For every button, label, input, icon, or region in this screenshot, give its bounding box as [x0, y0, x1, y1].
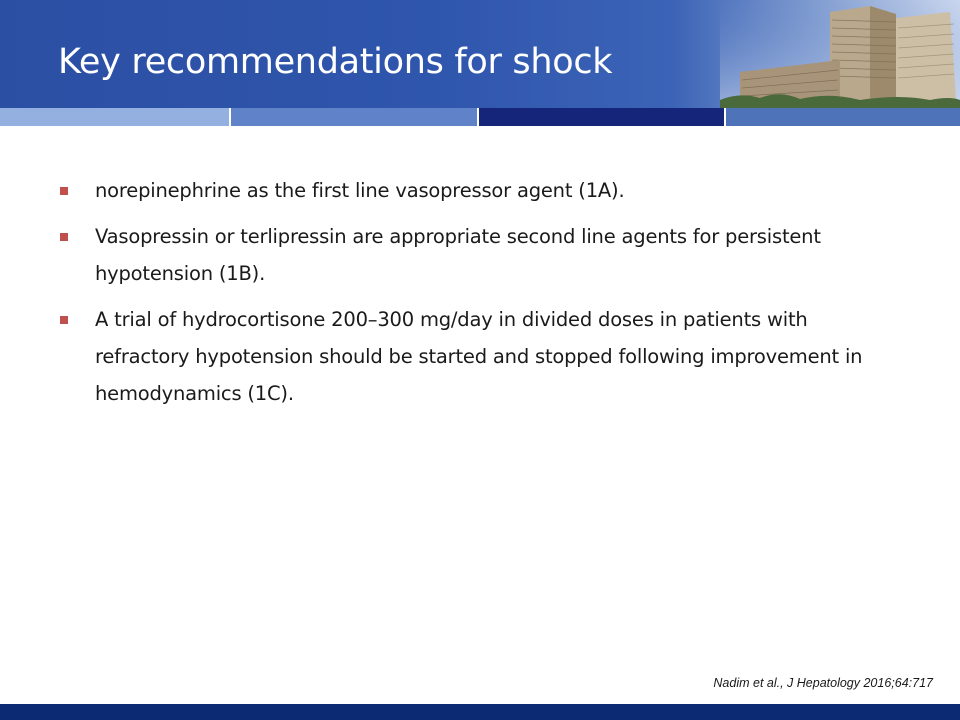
stripe-3	[477, 108, 724, 126]
hospital-building-image	[720, 0, 960, 108]
header-color-stripes	[0, 108, 960, 126]
bullet-list	[58, 172, 898, 421]
slide-header	[0, 0, 960, 108]
square-bullet-icon	[60, 233, 68, 241]
citation: Nadim et al., J Hepatology 2016;64:717	[713, 676, 933, 690]
stripe-2	[229, 108, 477, 126]
slide-title: Key recommendations for shock	[58, 42, 613, 82]
square-bullet-icon	[60, 316, 68, 324]
bullet-text: A trial of hydrocortisone 200–300 mg/day in divided doses in patients with refractory hypotension should be started and stopped following improvement in hemodynamics (1C).	[95, 308, 863, 405]
bullet-text: norepinephrine as the first line vasopressor agent (1A).	[95, 179, 625, 202]
bullet-text: Vasopressin or terlipressin are appropriate second line agents for persistent hypotension (1B).	[95, 225, 821, 285]
bullet-item	[58, 172, 898, 209]
footer-bar	[0, 704, 960, 720]
square-bullet-icon	[60, 187, 68, 195]
stripe-1	[0, 108, 229, 126]
stripe-4	[724, 108, 960, 126]
bullet-item	[58, 218, 898, 292]
bullet-item	[58, 301, 898, 412]
